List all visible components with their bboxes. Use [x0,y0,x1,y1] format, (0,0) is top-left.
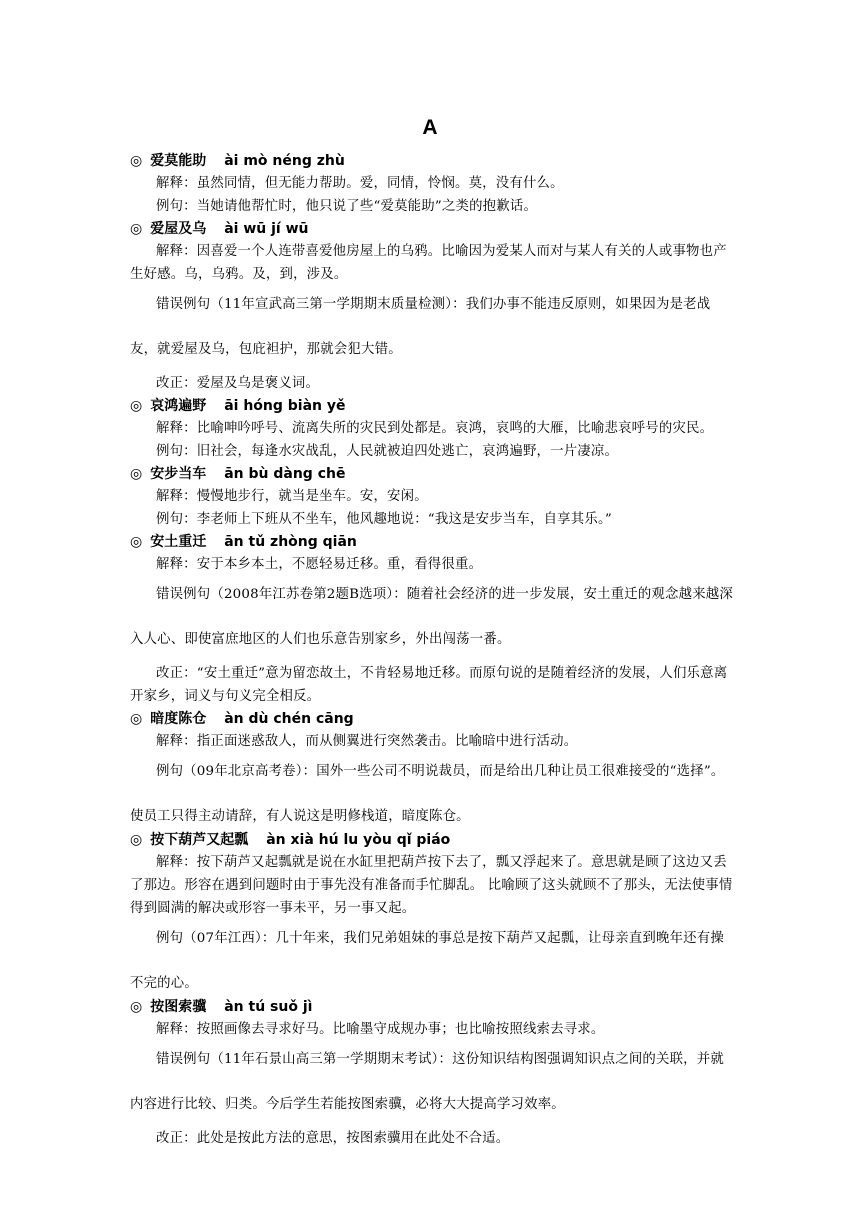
idiom-term: 安步当车 [150,466,207,482]
idiom-term: 按图索骥 [150,999,207,1015]
idiom-explanation: 解释：慢慢地步行，就当是坐车。安，安闲。 [156,489,428,504]
idiom-example: 例句（07年江西）：几十年来，我们兄弟姐妹的事总是按下葫芦又起瓢，让母亲直到晚年还有操不完的心。 [130,931,724,991]
idiom-entry [130,829,736,1006]
idiom-example: 例句：当她请他帮忙时，他只说了些“爱莫能助”之类的抱歉话。 [156,199,538,214]
idiom-heading [130,218,736,240]
bullet-icon: ◎ [130,832,143,848]
idiom-wrong-example: 错误例句（2008年江苏卷第2题B选项）：随着社会经济的进一步发展，安土重迁的观念越来越深入人心、即使富庶地区的人们也乐意告别家乡，外出闯荡一番。 [130,587,733,647]
idiom-explanation: 解释：安于本乡本土，不愿轻易迁移。重，看得很重。 [156,557,483,572]
idiom-example: 例句：旧社会，每逢水灾战乱，人民就被迫四处逃亡，哀鸿遍野，一片凄凉。 [156,444,619,459]
idiom-entry [130,996,736,1150]
bullet-icon: ◎ [130,466,143,482]
idiom-heading [130,150,736,172]
idiom-pinyin: ài wū jí wū [224,221,309,237]
idiom-example: 例句（09年北京高考卷）：国外一些公司不明说裁员，而是给出几种让员工很难接受的“选择”。使员工只得主动请辞，有人说这是明修栈道，暗度陈仓。 [130,764,725,824]
idiom-entry [130,218,736,395]
section-letter-heading: A [422,116,438,139]
idiom-term: 按下葫芦又起瓢 [150,832,249,848]
idiom-list [130,150,736,1150]
idiom-explanation: 解释：比喻呻吟呼号、流离失所的灾民到处都是。哀鸿，哀鸣的大雁，比喻悲哀呼号的灾民。 [156,421,714,436]
idiom-pinyin: ān tǔ zhòng qiān [224,534,357,550]
bullet-icon: ◎ [130,153,143,169]
idiom-heading [130,463,736,485]
idiom-heading [130,395,736,417]
idiom-correction: 改正：“安土重迁”意为留恋故土，不肯轻易地迁移。而原句说的是随着经济的发展，人们乐意离开家乡，词义与句义完全相反。 [130,666,728,704]
idiom-explanation: 解释：因喜爱一个人连带喜爱他房屋上的乌鸦。比喻因为爱某人而对与某人有关的人或事物也产生好感。乌，乌鸦。及，到，涉及。 [130,244,727,282]
idiom-explanation: 解释：按下葫芦又起瓢就是说在水缸里把葫芦按下去了，瓢又浮起来了。意思就是顾了这边又丢了那边。形容在遇到问题时由于事先没有准备而手忙脚乱。 比喻顾了这头就顾不了那头，无法使事情得到圆满的解决或形容一事未平，另一事又起。 [130,855,733,916]
idiom-pinyin: àn xià hú lu yòu qǐ piáo [266,832,451,848]
idiom-heading [130,996,736,1018]
idiom-heading [130,531,736,553]
idiom-entry [130,395,736,463]
idiom-entry [130,531,736,708]
idiom-term: 哀鸿遍野 [150,398,207,414]
bullet-icon: ◎ [130,534,143,550]
idiom-term: 爱屋及乌 [150,221,207,237]
bullet-icon: ◎ [130,999,143,1015]
bullet-icon: ◎ [130,398,143,414]
idiom-explanation: 解释：指正面迷惑敌人，而从侧翼进行突然袭击。比喻暗中进行活动。 [156,734,578,749]
idiom-wrong-example: 错误例句（11年宣武高三第一学期期末质量检测）：我们办事不能违反原则，如果因为是老战友，就爱屋及乌，包庇袒护，那就会犯大错。 [130,297,711,357]
idiom-heading [130,708,736,730]
idiom-entry [130,708,736,839]
idiom-pinyin: ān bù dàng chē [224,466,346,482]
idiom-entry [130,463,736,531]
bullet-icon: ◎ [130,711,143,727]
idiom-pinyin: àn tú suǒ jì [224,999,313,1015]
idiom-correction: 改正：爱屋及乌是褒义词。 [156,376,320,391]
idiom-term: 爱莫能助 [150,153,207,169]
idiom-example: 例句：李老师上下班从不坐车，他风趣地说：“我这是安步当车，自享其乐。” [156,512,612,527]
idiom-wrong-example: 错误例句（11年石景山高三第一学期期末考试）：这份知识结构图强调知识点之间的关联，并就内容进行比较、归类。今后学生若能按图索骥，必将大大提高学习效率。 [130,1052,724,1112]
idiom-entry [130,150,736,218]
idiom-pinyin: āi hóng biàn yě [224,398,346,414]
idiom-heading [130,829,736,851]
idiom-correction: 改正：此处是按此方法的意思，按图索骥用在此处不合适。 [156,1131,510,1146]
bullet-icon: ◎ [130,221,143,237]
idiom-explanation: 解释：虽然同情，但无能力帮助。爱，同情，怜悯。莫，没有什么。 [156,176,564,191]
idiom-explanation: 解释：按照画像去寻求好马。比喻墨守成规办事；也比喻按照线索去寻求。 [156,1022,605,1037]
idiom-term: 安土重迁 [150,534,207,550]
idiom-pinyin: ài mò néng zhù [224,153,345,169]
idiom-term: 暗度陈仓 [150,711,207,727]
idiom-pinyin: àn dù chén cāng [224,711,354,727]
